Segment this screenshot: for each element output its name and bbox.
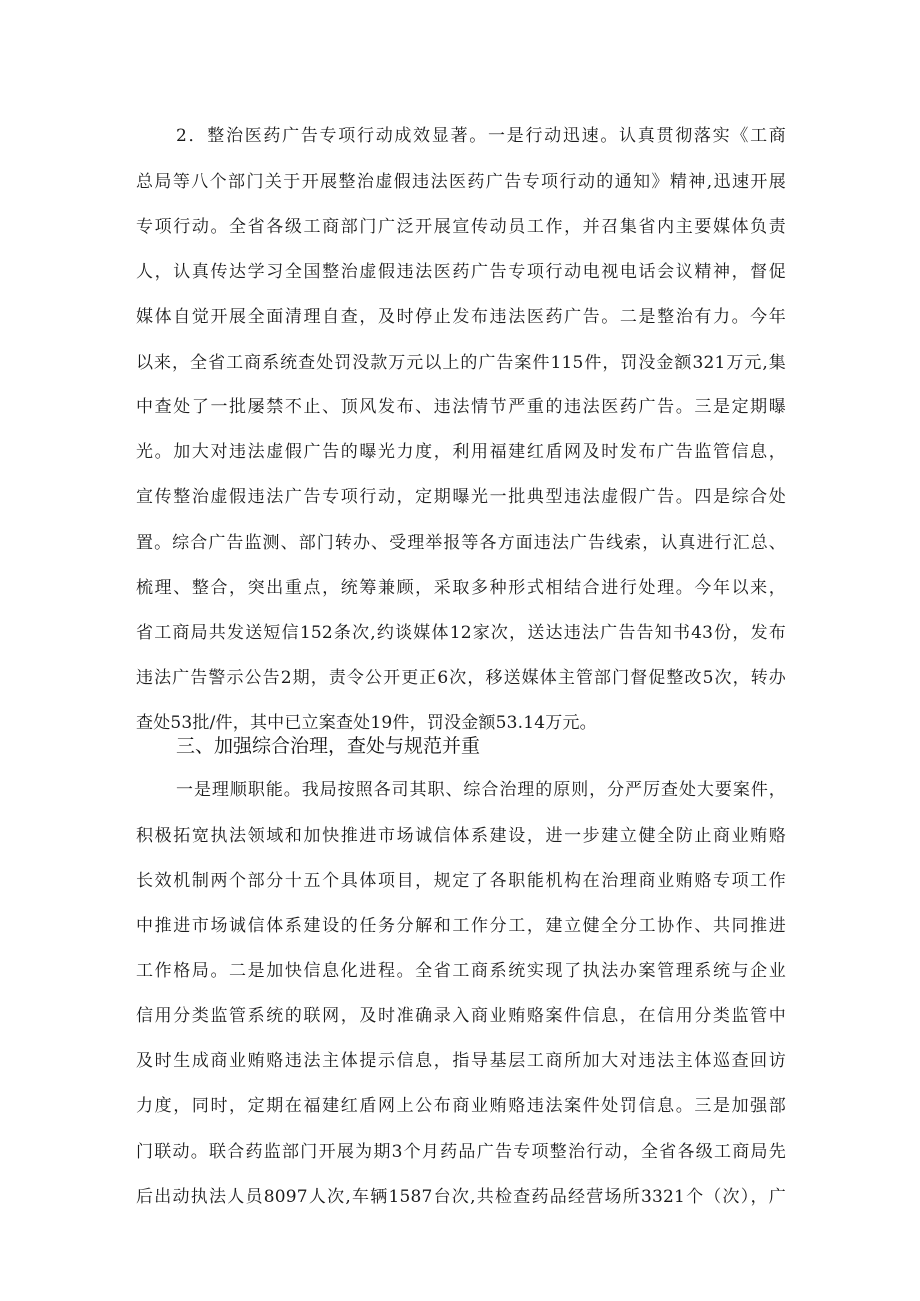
paragraph-line: 置。综合广告监测、部门转办、受理举报等各方面违法广告线索，认真进行汇总、 [136, 533, 786, 553]
paragraph-line: 门联动。联合药监部门开展为期3个月药品广告专项整治行动，全省各级工商局先 [136, 1142, 786, 1162]
paragraph-line: 梳理、整合，突出重点，统筹兼顾，采取多种形式相结合进行处理。今年以来， [136, 578, 786, 598]
paragraph-line: 力度，同时，定期在福建红盾网上公布商业贿赂违法案件处罚信息。三是加强部 [136, 1096, 786, 1116]
paragraph-line: 违法广告警示公告2期，责令公开更正6次，移送媒体主管部门督促整改5次，转办 [136, 668, 786, 688]
paragraph-line: 后出动执法人员8097人次,车辆1587台次,共检查药品经营场所3321个（次），广 [136, 1187, 786, 1207]
paragraph-line: 以来，全省工商系统查处罚没款万元以上的广告案件115件，罚没金额321万元,集 [136, 353, 786, 373]
paragraph-line: 2．整治医药广告专项行动成效显著。一是行动迅速。认真贯彻落实《工商 [176, 126, 786, 146]
section-heading: 三、加强综合治理，查处与规范并重 [176, 735, 481, 757]
paragraph-line: 中推进市场诚信体系建设的任务分解和工作分工，建立健全分工协作、共同推进 [136, 916, 786, 936]
paragraph-line: 长效机制两个部分十五个具体项目，规定了各职能机构在治理商业贿赂专项工作 [136, 871, 786, 891]
paragraph-line: 省工商局共发送短信152条次,约谈媒体12家次，送达违法广告告知书43份，发布 [136, 623, 786, 643]
paragraph-line: 中查处了一批屡禁不止、顶风发布、违法情节严重的违法医药广告。三是定期曝 [136, 397, 786, 417]
paragraph-line: 工作格局。二是加快信息化进程。全省工商系统实现了执法办案管理系统与企业 [136, 961, 786, 981]
paragraph-line: 光。加大对违法虚假广告的曝光力度，利用福建红盾网及时发布广告监管信息， [136, 442, 786, 462]
paragraph-line: 总局等八个部门关于开展整治虚假违法医药广告专项行动的通知》精神,迅速开展 [136, 172, 786, 192]
paragraph-line: 积极拓宽执法领域和加快推进市场诚信体系建设，进一步建立健全防止商业贿赂 [136, 826, 786, 846]
paragraph-line: 人，认真传达学习全国整治虚假违法医药广告专项行动电视电话会议精神，督促 [136, 262, 786, 282]
paragraph-line: 查处53批/件，其中已立案查处19件，罚没金额53.14万元。 [136, 713, 597, 733]
paragraph-line: 宣传整治虚假违法广告专项行动，定期曝光一批典型违法虚假广告。四是综合处 [136, 487, 786, 507]
paragraph-line: 信用分类监管系统的联网，及时准确录入商业贿赂案件信息，在信用分类监管中 [136, 1006, 786, 1026]
paragraph-line: 一是理顺职能。我局按照各司其职、综合治理的原则，分严厉查处大要案件， [176, 780, 786, 800]
paragraph-line: 专项行动。全省各级工商部门广泛开展宣传动员工作，并召集省内主要媒体负责 [136, 217, 786, 237]
paragraph-line: 媒体自觉开展全面清理自查，及时停止发布违法医药广告。二是整治有力。今年 [136, 307, 786, 327]
paragraph-line: 及时生成商业贿赂违法主体提示信息，指导基层工商所加大对违法主体巡查回访 [136, 1051, 786, 1071]
